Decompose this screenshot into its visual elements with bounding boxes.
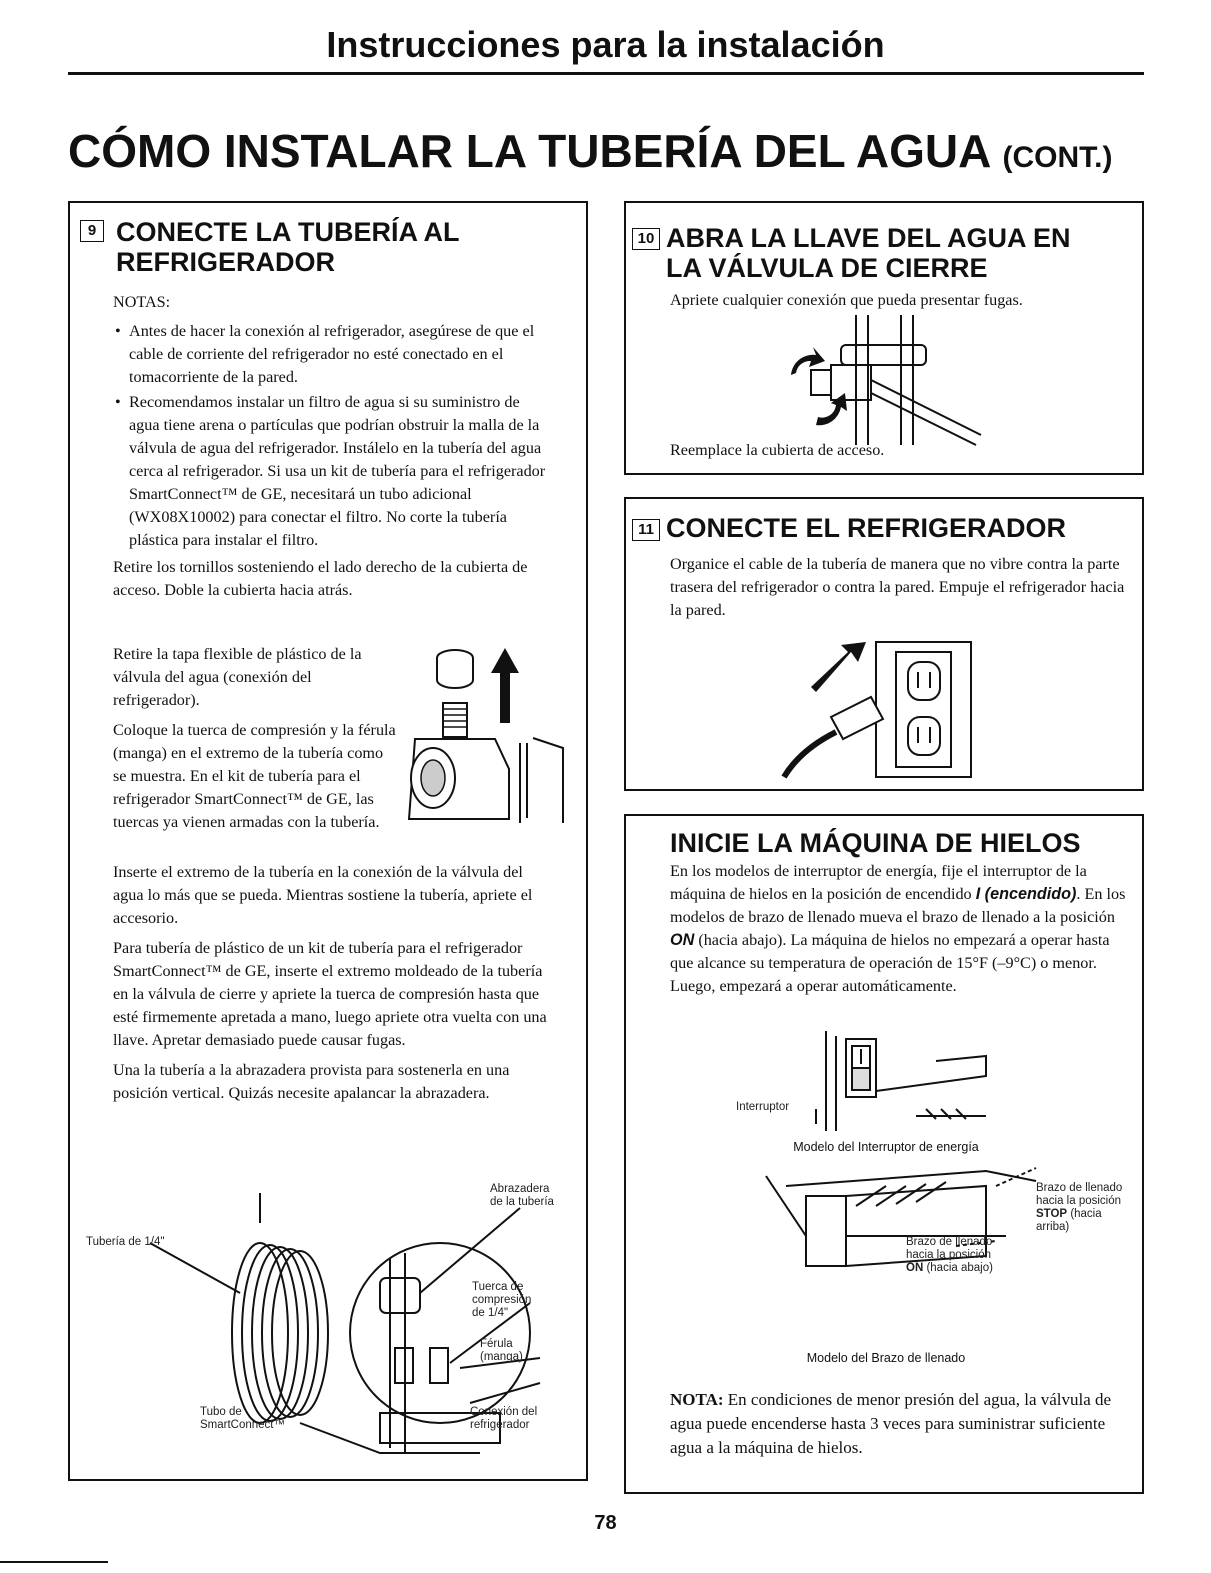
step-9-para-1: Retire los tornillos sosteniendo el lado derecho de la cubierta de acceso. Doble la cubierta hacia atrás.: [113, 558, 528, 599]
step-9-heading-line1: CONECTE LA TUBERÍA AL: [116, 217, 460, 247]
step-9-para-6: Una la tubería a la abrazadera provista para sostenerla en una posición vertical. Quizás necesite apalancar la abrazadera.: [113, 1061, 510, 1102]
icemaker-heading: INICIE LA MÁQUINA DE HIELOS: [670, 828, 1081, 858]
step-9-heading: [116, 217, 460, 277]
step-9-box: [68, 201, 588, 1481]
notes-list: [113, 320, 553, 552]
arm-caption: Modelo del Brazo de llenado: [806, 1351, 966, 1365]
label-ferula: Férula (manga): [480, 1338, 523, 1363]
power-switch-illustration: [786, 1021, 996, 1141]
label-arm-up-dir: (hacia arriba): [1036, 1208, 1102, 1233]
label-conexion: Conexión del refrigerador: [470, 1406, 538, 1431]
switch-caption: Modelo del Interruptor de energía: [793, 1140, 979, 1154]
step-10-heading-line1: ABRA LA LLAVE DEL AGUA EN: [666, 223, 1071, 253]
step-10-text-2: Reemplace la cubierta de acceso.: [670, 441, 885, 459]
note-item: • Antes de hacer la conexión al refrigerador, asegúrese de que el cable de corriente del refrigerador no esté conectado en el tomacorriente de la pared.: [113, 320, 549, 389]
shutoff-valve-illustration: [776, 315, 986, 450]
label-tuerca: Tuerca de compresión de 1/4": [472, 1281, 532, 1319]
label-arm-down-on: ON: [906, 1262, 924, 1274]
header-rule: [68, 72, 1144, 75]
note-text: En condiciones de menor presión del agua, la válvula de agua puede encenderse hasta 3 veces para suministrar suficiente agua a la máquina de hielos.: [670, 1390, 1112, 1457]
section-title-text: CÓMO INSTALAR LA TUBERÍA DEL AGUA: [68, 125, 990, 177]
outlet-plug-illustration: [776, 637, 976, 782]
label-tuberia: Tubería de 1/4": [86, 1236, 165, 1248]
step-11-text: Organice el cable de la tubería de manera que no vibre contra la parte trasera del refrigerador o contra la pared. Empuje el refrigerador hacia la pared.: [670, 555, 1125, 619]
step-9-para-5: Para tubería de plástico de un kit de tubería para el refrigerador SmartConnect™ de GE, inserte el extremo moldeado de la tubería en la válvula de cierre y apriete la tuerca de compresión hasta que esté firmemente apretada a mano, luego apriete otra vuelta con una llave. Apretar demasiado puede causar fugas.: [113, 939, 547, 1049]
step-number-11: 11: [632, 519, 660, 541]
step-9-body-top: [113, 291, 553, 609]
label-tubo: Tubo de SmartConnect™: [200, 1406, 286, 1431]
label-arm-up: [1036, 1182, 1131, 1234]
label-arm-up-text: Brazo de llenado hacia la posición: [1036, 1182, 1123, 1207]
step-11-box: [624, 497, 1144, 791]
step-10-text-1: Apriete cualquier conexión que pueda presentar fugas.: [670, 291, 1023, 309]
footer-rule: [0, 1561, 108, 1563]
icemaker-box: [624, 814, 1144, 1494]
step-10-heading-line2: LA VÁLVULA DE CIERRE: [666, 253, 988, 283]
label-arm-down-dir: (hacia abajo): [926, 1262, 993, 1274]
section-title-suffix: (CONT.): [1002, 141, 1113, 174]
note-label: NOTA:: [670, 1390, 724, 1409]
label-arm-up-stop: STOP: [1036, 1208, 1068, 1220]
icemaker-text-c: . En los modelos de brazo de llenado mueva el brazo de llenado a la posición: [670, 885, 1126, 926]
step-number-10: 10: [632, 228, 660, 250]
step-10-box: [624, 201, 1144, 475]
section-title: [68, 124, 1112, 178]
icemaker-text-on-switch: I (encendido): [975, 885, 1077, 903]
icemaker-note: [670, 1388, 1130, 1460]
valve-cap-illustration: [405, 643, 580, 833]
label-abrazadera: Abrazadera de la tubería: [490, 1183, 554, 1208]
icemaker-text: [670, 860, 1130, 998]
step-9-para-3: Coloque la tuerca de compresión y la férula (manga) en el extremo de la tubería como se muestra. En el kit de tubería para el refrigerador SmartConnect™ de GE, las tuercas ya vienen armadas con la tubería.: [113, 721, 396, 831]
label-arm-down-text: Brazo de llenado hacia la posición: [906, 1236, 993, 1261]
icemaker-text-on-arm: ON: [670, 931, 695, 949]
step-9-body-mid: [113, 643, 398, 841]
step-9-para-4: Inserte el extremo de la tubería en la conexión de la válvula del agua lo más que se pueda. Mientras sostiene la tubería, apriete el accesorio.: [113, 863, 533, 927]
icemaker-text-e: (hacia abajo). La máquina de hielos no empezará a operar hasta que alcance su temperatura de operación de 15°F (–9°C) o menor. Luego, empezará a operar automáticamente.: [670, 931, 1110, 995]
page-header-title: Instrucciones para la instalación: [326, 24, 885, 65]
step-11-heading: CONECTE EL REFRIGERADOR: [666, 513, 1067, 543]
page-number: 78: [594, 1512, 617, 1534]
note-item: • Recomendamos instalar un filtro de agua si su suministro de agua tiene arena o partículas que podrían obstruir la malla de la válvula de agua del refrigerador. Instálelo en la tubería del agua cerca al refrigerador. Si usa un kit de tubería para el refrigerador SmartConnect™ de GE, necesitará un tubo adicional (WX08X10002) para conectar el filtro. No corte la tubería plástica para instalar el filtro.: [113, 391, 549, 552]
step-9-para-2: Retire la tapa flexible de plástico de la válvula del agua (conexión del refrigerador).: [113, 645, 362, 709]
step-10-heading: [666, 223, 1071, 283]
step-9-body-bottom: [113, 861, 553, 1112]
fill-arm-illustration: [756, 1166, 1046, 1296]
step-9-heading-line2: REFRIGERADOR: [116, 247, 336, 277]
step-number-9: 9: [80, 220, 104, 242]
notes-label: NOTAS:: [113, 293, 171, 311]
label-arm-down: [906, 1236, 1001, 1275]
icemaker-text-a: En los modelos de interruptor de energía, fije el interruptor de la máquina de hielos en la posición de encendido: [670, 862, 1087, 903]
label-interruptor: Interruptor: [736, 1101, 790, 1113]
